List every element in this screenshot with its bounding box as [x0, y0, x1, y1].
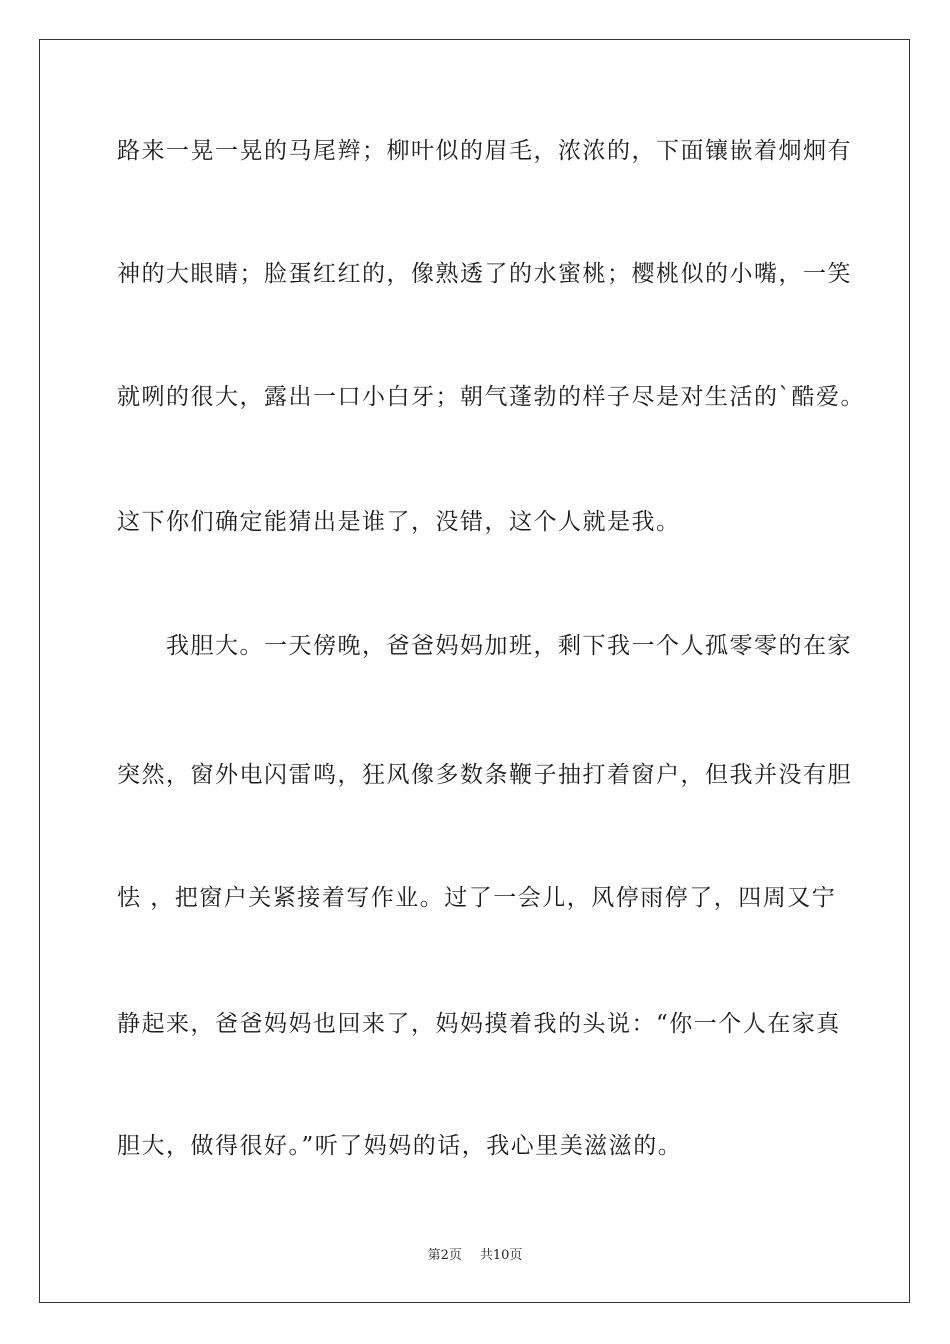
- text-line: 神的大眼睛；脸蛋红红的，像熟透了的水蜜桃；樱桃似的小嘴，一笑: [117, 261, 852, 287]
- text-line: 突然，窗外电闪雷鸣，狂风像多数条鞭子抽打着窗户，但我并没有胆: [117, 762, 852, 788]
- paragraph-start-line: 我胆大。一天傍晚，爸爸妈妈加班，剩下我一个人孤零零的在家: [117, 633, 852, 659]
- text-line: 就咧的很大，露出一口小白牙；朝气蓬勃的样子尽是对生活的`酷爱。: [117, 384, 865, 410]
- text-line: 静起来，爸爸妈妈也回来了，妈妈摸着我的头说：“你一个人在家真: [117, 1011, 841, 1037]
- page-footer: [0, 1248, 950, 1264]
- text-line: 胆大，做得很好。”听了妈妈的话，我心里美滋滋的。: [117, 1133, 683, 1159]
- text-line: 路来一晃一晃的马尾辫；柳叶似的眉毛，浓浓的，下面镶嵌着炯炯有: [117, 138, 852, 164]
- page-total: 共10页: [479, 1248, 523, 1263]
- page-number: 第2页: [427, 1248, 462, 1263]
- text-line: 这下你们确定能猜出是谁了，没错，这个人就是我。: [117, 509, 681, 535]
- text-line: 怯 ，把窗户关紧接着写作业。过了一会儿，风停雨停了，四周又宁: [117, 885, 837, 911]
- page-border: [39, 39, 910, 1303]
